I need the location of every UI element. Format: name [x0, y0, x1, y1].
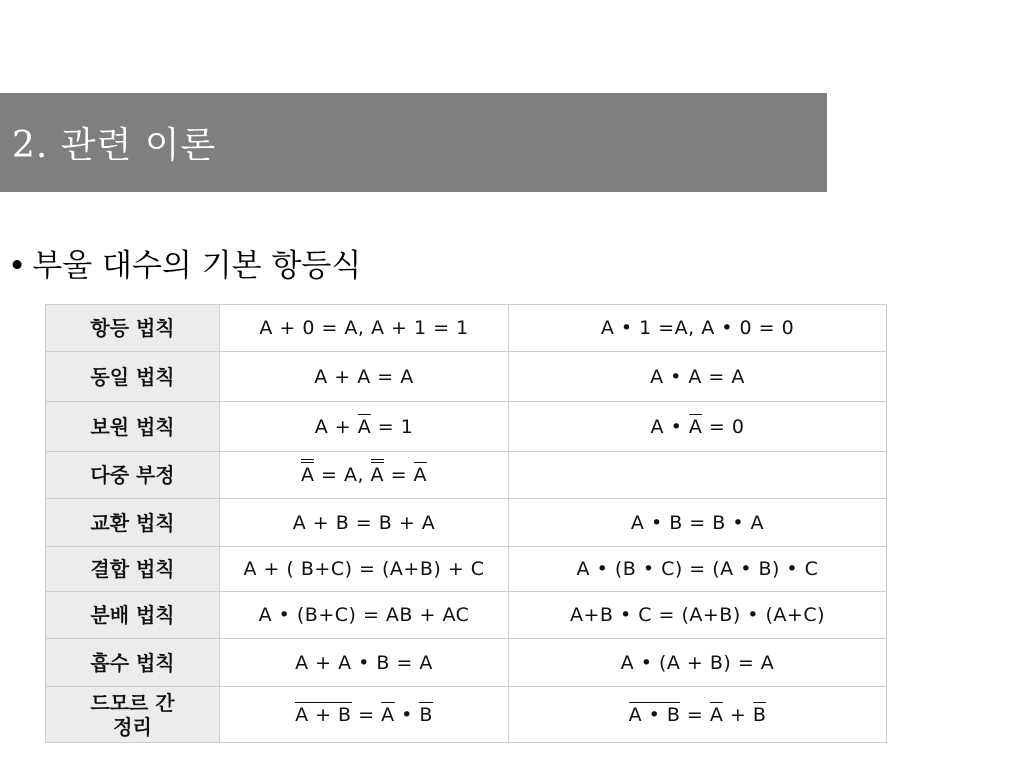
and-identity-cell: [509, 305, 887, 352]
and-identity-cell: [509, 687, 887, 743]
expr-segment: = 0: [702, 415, 745, 438]
or-identity-cell: [220, 402, 509, 452]
and-identity-cell: [509, 547, 887, 592]
or-identity-cell: [220, 687, 509, 743]
law-name-cell: [46, 499, 220, 547]
law-name: 다중 부정: [90, 463, 175, 487]
or-identity-cell: [220, 592, 509, 639]
expr-segment: A • 1 =A, A • 0 = 0: [600, 317, 795, 339]
table-row: [46, 687, 887, 743]
expr-segment: A +: [314, 415, 358, 438]
expr-segment: A + A = A: [314, 365, 414, 388]
expr-segment: A • B: [628, 703, 681, 726]
expr-segment: A • (A + B) = A: [620, 651, 775, 674]
expr-segment: A: [413, 464, 428, 486]
expr-segment: A • B = B • A: [630, 511, 765, 534]
or-identity-cell: [220, 547, 509, 592]
expr-segment: A: [357, 415, 372, 438]
expr-segment: +: [723, 703, 753, 726]
law-name-cell: [46, 639, 220, 687]
bullet-icon: •: [8, 248, 27, 284]
expr-segment: =: [680, 703, 710, 726]
slide-title: 2. 관련 이론: [12, 125, 217, 166]
expr-segment: = 1: [371, 415, 414, 438]
expr-segment: A: [709, 703, 724, 726]
table-row: [46, 452, 887, 499]
law-name-cell: [46, 402, 220, 452]
or-identity-cell: [220, 639, 509, 687]
expr-segment: A • A = A: [650, 365, 745, 388]
law-name: 드모르 간: [90, 690, 175, 715]
table-row: [46, 592, 887, 639]
or-identity-cell: [220, 452, 509, 499]
law-name: 흡수 법칙: [90, 650, 175, 675]
law-name: 정리: [113, 714, 152, 739]
expr-segment: A + B = B + A: [292, 511, 436, 534]
expr-segment: A • (B • C) = (A • B) • C: [576, 558, 819, 580]
law-name: 보원 법칙: [90, 414, 175, 439]
table-row: [46, 352, 887, 402]
expr-segment: A + ( B+C) = (A+B) + C: [243, 558, 485, 580]
expr-segment: A+B • C = (A+B) • (A+C): [569, 604, 826, 626]
or-identity-cell: [220, 305, 509, 352]
expr-segment: A: [381, 703, 395, 726]
expr-segment: A: [371, 459, 385, 486]
triple-overbar: [371, 462, 385, 486]
table-row: [46, 639, 887, 687]
expr-segment: A: [688, 415, 703, 438]
table-row: [46, 305, 887, 352]
and-identity-cell: [509, 499, 887, 547]
section-heading: [8, 244, 361, 288]
expr-segment: A + B: [295, 703, 352, 726]
expr-segment: =: [351, 703, 382, 726]
expr-segment: = A,: [314, 464, 371, 486]
boolean-identity-table: [45, 304, 887, 743]
expr-segment: A: [301, 459, 315, 486]
expr-segment: B: [752, 703, 767, 726]
law-name-cell: [46, 547, 220, 592]
law-name: 교환 법칙: [90, 510, 175, 535]
law-name: 동일 법칙: [90, 364, 175, 389]
law-name-cell: [46, 352, 220, 402]
and-identity-cell: [509, 452, 887, 499]
expr-segment: =: [384, 464, 414, 486]
law-name-cell: [46, 592, 220, 639]
expr-segment: A + A • B = A: [295, 651, 433, 674]
and-identity-cell: [509, 592, 887, 639]
heading-text: 부울 대수의 기본 항등식: [32, 248, 362, 284]
expr-segment: A + 0 = A, A + 1 = 1: [259, 317, 469, 339]
table-row: [46, 402, 887, 452]
and-identity-cell: [509, 352, 887, 402]
and-identity-cell: [509, 402, 887, 452]
table-row: [46, 499, 887, 547]
expr-segment: A • (B+C) = AB + AC: [258, 604, 470, 626]
law-name-cell: [46, 452, 220, 499]
law-name: 항등 법칙: [90, 316, 175, 340]
law-name: 결합 법칙: [90, 557, 175, 581]
or-identity-cell: [220, 352, 509, 402]
expr-segment: A •: [650, 415, 689, 438]
law-name-cell: [46, 687, 220, 743]
and-identity-cell: [509, 639, 887, 687]
expr-segment: B: [419, 703, 433, 726]
expr-segment: •: [394, 703, 420, 726]
law-name-cell: [46, 305, 220, 352]
or-identity-cell: [220, 499, 509, 547]
table-row: [46, 547, 887, 592]
law-name: 분배 법칙: [90, 603, 175, 627]
